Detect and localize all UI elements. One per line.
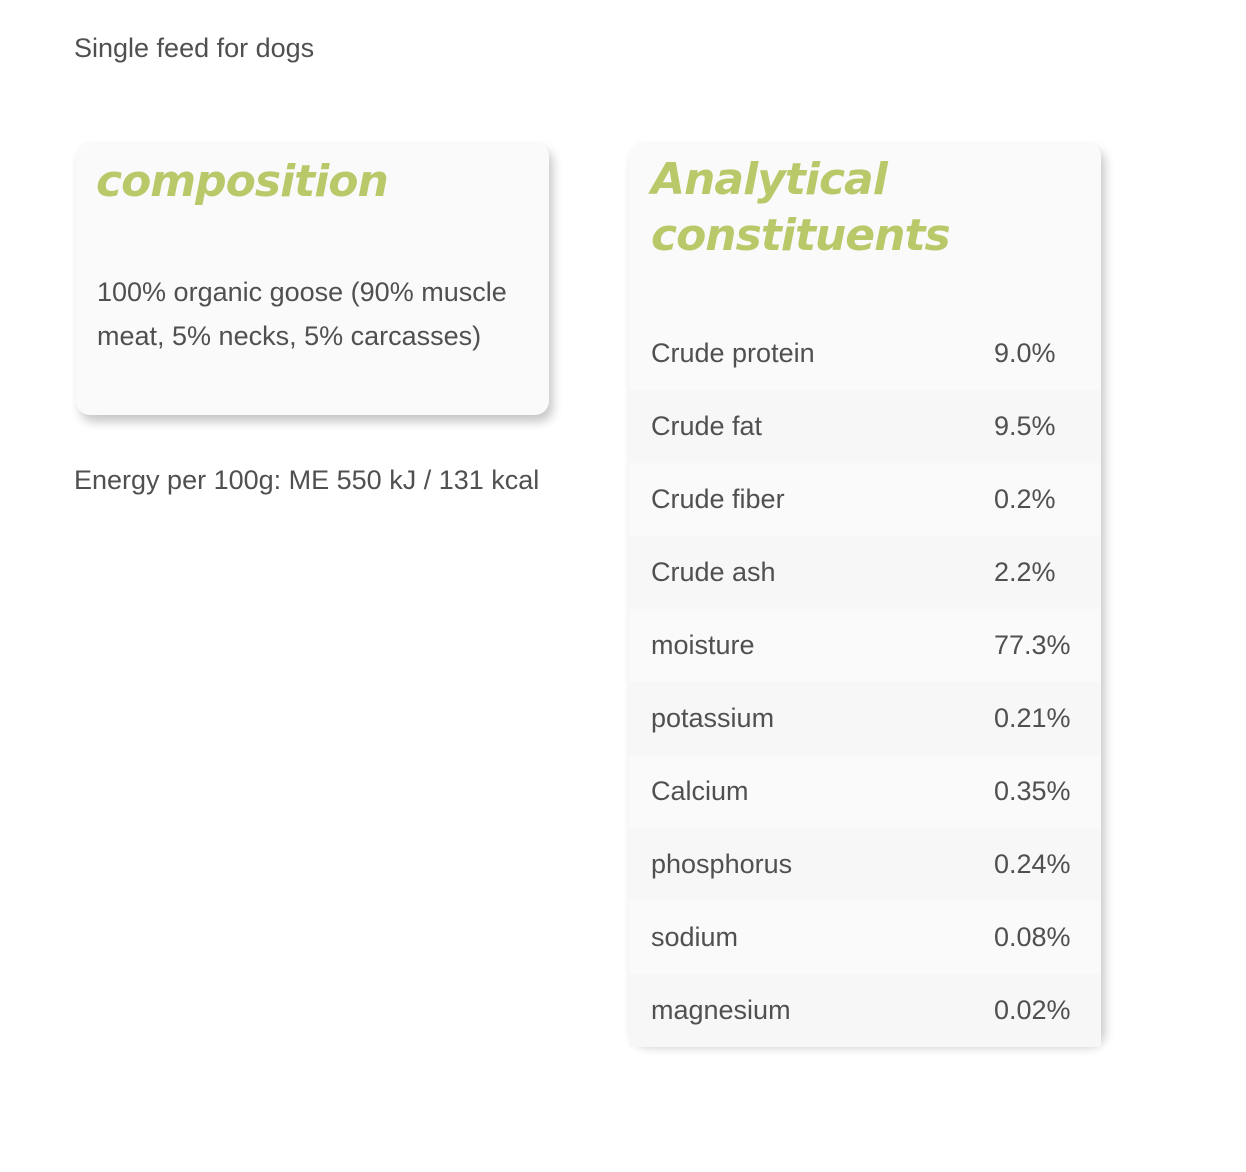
- nutrient-value: 9.0%: [994, 338, 1056, 368]
- energy-info: Energy per 100g: ME 550 kJ / 131 kcal: [74, 465, 540, 495]
- nutrient-value: 9.5%: [994, 411, 1056, 441]
- table-row: [629, 390, 1101, 463]
- composition-card: [76, 142, 549, 415]
- nutrient-name: Crude fat: [651, 411, 763, 441]
- nutrient-value: 2.2%: [994, 557, 1056, 587]
- nutrient-name: sodium: [651, 922, 739, 952]
- table-row: [629, 682, 1101, 755]
- nutrient-name: magnesium: [651, 995, 791, 1025]
- analytical-card: [629, 142, 1101, 1040]
- nutrient-value: 0.2%: [994, 484, 1056, 514]
- table-row: [629, 755, 1101, 828]
- nutrient-value: 0.35%: [994, 776, 1071, 806]
- nutrient-name: Crude protein: [651, 338, 815, 368]
- analytical-heading: Analytical constituents: [651, 154, 950, 261]
- nutrient-name: Crude fiber: [651, 484, 785, 514]
- product-description: Single feed for dogs: [74, 33, 315, 63]
- composition-text: 100% organic goose (90% muscle meat, 5% necks, 5% carcasses): [97, 277, 507, 351]
- nutrient-name: phosphorus: [651, 849, 793, 879]
- table-row: [629, 317, 1101, 390]
- nutrient-value: 0.02%: [994, 995, 1071, 1025]
- nutrient-value: 77.3%: [994, 630, 1071, 660]
- table-row: [629, 609, 1101, 682]
- nutrient-value: 0.08%: [994, 922, 1071, 952]
- nutrient-name: potassium: [651, 703, 775, 733]
- nutrient-table: [629, 317, 1101, 1047]
- nutrient-value: 0.24%: [994, 849, 1071, 879]
- nutrient-value: 0.21%: [994, 703, 1071, 733]
- table-row: [629, 828, 1101, 901]
- nutrient-name: moisture: [651, 630, 755, 660]
- table-row: [629, 901, 1101, 974]
- table-row: [629, 974, 1101, 1047]
- composition-heading: composition: [96, 156, 388, 207]
- table-row: [629, 536, 1101, 609]
- nutrient-name: Calcium: [651, 776, 749, 806]
- table-row: [629, 463, 1101, 536]
- nutrient-name: Crude ash: [651, 557, 776, 587]
